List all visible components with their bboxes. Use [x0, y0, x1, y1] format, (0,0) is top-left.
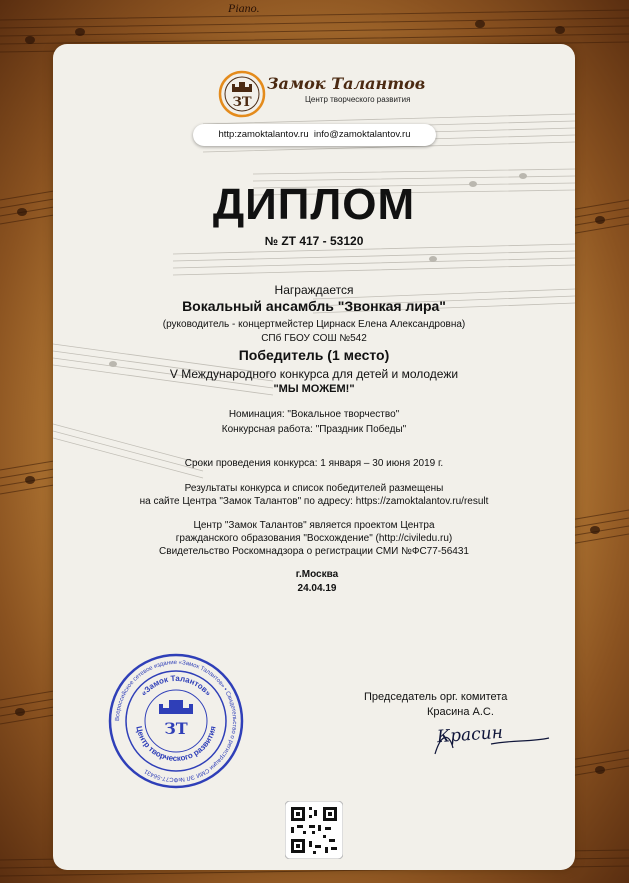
signature-name: Красина А.С. [427, 706, 494, 718]
diploma-paper [53, 44, 575, 870]
contacts-pill [193, 124, 436, 146]
contest-dates: Сроки проведения конкурса: 1 января – 30 июня 2019 г. [184, 458, 444, 469]
contest-work: Конкурсная работа: "Праздник Победы" [221, 424, 407, 435]
stamp-inner-bottom: Центр творческого развития [134, 725, 218, 764]
castle-logo-icon [218, 70, 266, 118]
issue-date: 24.04.19 [297, 583, 337, 594]
logo-tagline: Центр творческого развития [305, 95, 411, 104]
qr-code[interactable] [285, 801, 343, 859]
contest-line: V Международного конкурса для детей и молодежи [169, 367, 459, 381]
nomination: Номинация: "Вокальное творчество" [228, 409, 400, 420]
stamp-ring-text: Всероссийское сетевое издание «Замок Талантов» • Свидетельство о регистрации СМИ ЭЛ №ФС77-56431 [114, 659, 238, 783]
project-line-2: гражданского образования "Восхождение" (http://civiledu.ru) [175, 533, 453, 544]
logo-monogram: ЗТ [232, 95, 252, 110]
svg-text:Piano.: Piano. [228, 1, 260, 15]
official-stamp [107, 652, 245, 790]
results-line-1: Результаты конкурса и список победителей размещены [184, 483, 444, 494]
results-line-2: на сайте Центра "Замок Талантов" по адресу: https://zamoktalantov.ru/result [139, 496, 489, 507]
signature-flourish [431, 724, 551, 759]
signature-role: Председатель орг. комитета [364, 691, 508, 703]
project-line-3: Свидетельство Роскомнадзора о регистрации СМИ №ФС77-56431 [159, 546, 469, 557]
recipient: Вокальный ансамбль "Звонкая лира" [182, 298, 446, 314]
contest-name: "МЫ МОЖЕМ!" [273, 383, 355, 395]
stamp-castle-icon [159, 700, 193, 714]
city: г.Москва [295, 569, 339, 580]
school: СПб ГБОУ СОШ №542 [261, 333, 367, 344]
logo-name: Замок Талантов [267, 74, 426, 93]
site-link[interactable]: http:zamoktalantov.ru [218, 129, 309, 140]
diploma-number: № ZT 417 - 53120 [264, 234, 364, 248]
email-link[interactable]: info@zamoktalantov.ru [313, 129, 411, 140]
awarded-label: Награждается [274, 283, 354, 297]
diploma-title: ДИПЛОМ [212, 180, 416, 229]
place: Победитель (1 место) [238, 347, 390, 363]
leader: (руководитель - концертмейстер Цирнаск Елена Александровна) [162, 319, 466, 330]
stamp-monogram: ЗТ [164, 719, 188, 738]
stamp-inner-top: «Замок Талантов» [139, 673, 213, 698]
handwritten-signature: Красин [436, 722, 504, 748]
project-line-1: Центр "Замок Талантов" является проектом Центра [193, 520, 435, 531]
